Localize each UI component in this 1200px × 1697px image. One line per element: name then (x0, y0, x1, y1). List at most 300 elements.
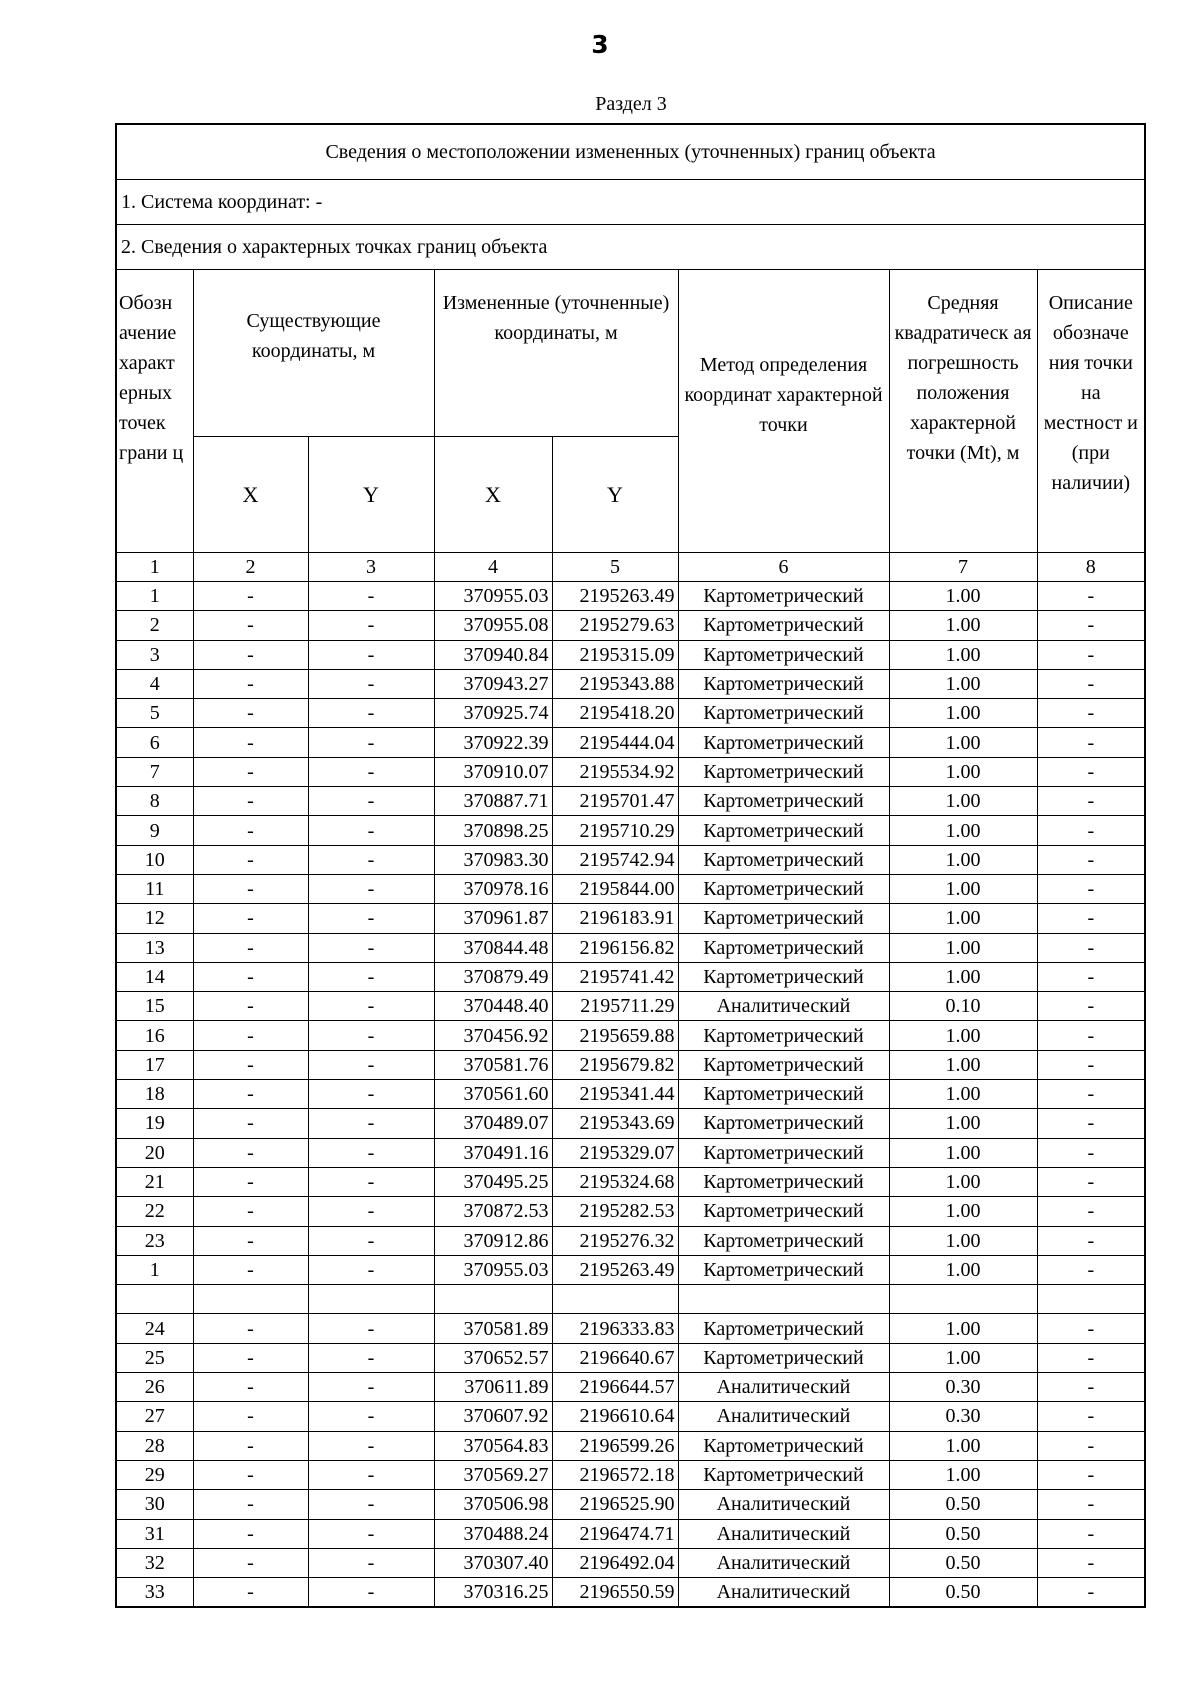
cell-existing-y: - (308, 1021, 434, 1050)
cell-point-number: 7 (116, 757, 193, 786)
cell-changed-y: 2195742.94 (552, 845, 678, 874)
cell-description: - (1037, 699, 1145, 728)
cell-changed-x: 370448.40 (434, 992, 552, 1021)
table-row (116, 1226, 1145, 1255)
cell-existing-x: - (193, 992, 308, 1021)
table-row (116, 1578, 1145, 1608)
cell-existing-x: - (193, 904, 308, 933)
cell-description: - (1037, 1138, 1145, 1167)
header-description: Описание обозначе ния точки на местност и (при наличии) (1037, 270, 1145, 553)
cell-method: Картометрический (678, 640, 889, 669)
cell-existing-y: - (308, 1343, 434, 1372)
cell-changed-x: 370912.86 (434, 1226, 552, 1255)
cell-description: - (1037, 1548, 1145, 1577)
cell-existing-x: - (193, 1314, 308, 1343)
cell-existing-x: - (193, 1021, 308, 1050)
points-heading: 2. Сведения о характерных точках границ объекта (116, 225, 1145, 270)
table-row (116, 757, 1145, 786)
cell-method: Картометрический (678, 1109, 889, 1138)
cell-method: Картометрический (678, 1460, 889, 1489)
cell-changed-y: 2195679.82 (552, 1050, 678, 1079)
cell-method: Картометрический (678, 669, 889, 698)
cell-existing-x: - (193, 1402, 308, 1431)
table-row (116, 640, 1145, 669)
cell-description: - (1037, 1226, 1145, 1255)
table-row (116, 1255, 1145, 1284)
cell-accuracy: 1.00 (889, 1050, 1037, 1079)
cell-description: - (1037, 1343, 1145, 1372)
cell-point-number: 2 (116, 611, 193, 640)
cell-description: - (1037, 845, 1145, 874)
cell-changed-x: 370940.84 (434, 640, 552, 669)
cell-existing-x: - (193, 1578, 308, 1608)
cell-changed-x: 370488.24 (434, 1519, 552, 1548)
table-title: Сведения о местоположении измененных (уточненных) границ объекта (116, 124, 1145, 180)
table-row (116, 728, 1145, 757)
table-row (116, 1167, 1145, 1196)
cell-existing-y: - (308, 757, 434, 786)
table-row (116, 816, 1145, 845)
table-row (116, 874, 1145, 903)
cell-changed-x: 370943.27 (434, 669, 552, 698)
cell-point-number: 25 (116, 1343, 193, 1372)
table-row (116, 904, 1145, 933)
cell-accuracy: 0.50 (889, 1548, 1037, 1577)
cell-accuracy: 1.00 (889, 1255, 1037, 1284)
cell-changed-x: 370961.87 (434, 904, 552, 933)
cell-method: Картометрический (678, 962, 889, 991)
cell-accuracy: 1.00 (889, 1197, 1037, 1226)
cell-existing-x: - (193, 816, 308, 845)
cell-existing-x: - (193, 640, 308, 669)
cell-description: - (1037, 757, 1145, 786)
cell-method: Картометрический (678, 787, 889, 816)
cell-changed-y: 2195444.04 (552, 728, 678, 757)
cell-changed-x: 370581.76 (434, 1050, 552, 1079)
cell-changed-y: 2196156.82 (552, 933, 678, 962)
cell-changed-y: 2195701.47 (552, 787, 678, 816)
cell-changed-y: 2196610.64 (552, 1402, 678, 1431)
cell-method: Аналитический (678, 1519, 889, 1548)
cell-description: - (1037, 933, 1145, 962)
cell-accuracy: 0.50 (889, 1490, 1037, 1519)
cell-method: Картометрический (678, 1138, 889, 1167)
cell-accuracy: 1.00 (889, 845, 1037, 874)
table-row (116, 582, 1145, 611)
cell-existing-y: - (308, 1578, 434, 1608)
table-row (116, 1519, 1145, 1548)
table-row (116, 787, 1145, 816)
table-row (116, 1343, 1145, 1372)
column-number: 5 (552, 553, 678, 582)
cell-existing-y: - (308, 728, 434, 757)
cell-changed-x: 370955.03 (434, 582, 552, 611)
header-designation: Обозн ачение характ ерных точек грани ц (116, 270, 193, 553)
cell-existing-x: - (193, 1167, 308, 1196)
cell-accuracy: 0.30 (889, 1373, 1037, 1402)
cell-method: Картометрический (678, 933, 889, 962)
cell-changed-x: 370489.07 (434, 1109, 552, 1138)
separator-row (116, 1285, 1145, 1314)
cell-existing-x: - (193, 1080, 308, 1109)
cell-changed-x: 370611.89 (434, 1373, 552, 1402)
cell-accuracy: 1.00 (889, 1080, 1037, 1109)
cell-changed-y: 2195276.32 (552, 1226, 678, 1255)
cell-point-number: 19 (116, 1109, 193, 1138)
cell-point-number (116, 1285, 193, 1314)
cell-accuracy: 1.00 (889, 904, 1037, 933)
cell-description: - (1037, 1080, 1145, 1109)
column-number: 3 (308, 553, 434, 582)
cell-method: Картометрический (678, 582, 889, 611)
cell-changed-x: 370872.53 (434, 1197, 552, 1226)
cell-changed-y: 2196492.04 (552, 1548, 678, 1577)
cell-point-number: 8 (116, 787, 193, 816)
cell-accuracy: 1.00 (889, 582, 1037, 611)
cell-changed-y: 2196474.71 (552, 1519, 678, 1548)
cell-changed-x: 370456.92 (434, 1021, 552, 1050)
cell-description: - (1037, 1519, 1145, 1548)
cell-accuracy: 1.00 (889, 1431, 1037, 1460)
cell-method: Картометрический (678, 1080, 889, 1109)
cell-existing-x: - (193, 1255, 308, 1284)
table-row (116, 1050, 1145, 1079)
cell-changed-x: 370307.40 (434, 1548, 552, 1577)
cell-existing-x: - (193, 699, 308, 728)
cell-point-number: 11 (116, 874, 193, 903)
cell-description: - (1037, 816, 1145, 845)
header-changed-y: Y (552, 437, 678, 553)
cell-point-number: 24 (116, 1314, 193, 1343)
cell-existing-y: - (308, 699, 434, 728)
cell-description: - (1037, 787, 1145, 816)
cell-description: - (1037, 992, 1145, 1021)
cell-method: Картометрический (678, 904, 889, 933)
cell-accuracy: 1.00 (889, 787, 1037, 816)
cell-accuracy: 1.00 (889, 1314, 1037, 1343)
cell-method: Картометрический (678, 874, 889, 903)
cell-method (678, 1285, 889, 1314)
cell-existing-y: - (308, 992, 434, 1021)
table-row (116, 611, 1145, 640)
cell-existing-y: - (308, 787, 434, 816)
table-row (116, 1080, 1145, 1109)
cell-existing-y: - (308, 1402, 434, 1431)
cell-existing-y: - (308, 1138, 434, 1167)
cell-existing-x: - (193, 845, 308, 874)
cell-existing-y: - (308, 933, 434, 962)
column-number: 2 (193, 553, 308, 582)
cell-changed-y (552, 1285, 678, 1314)
cell-point-number: 31 (116, 1519, 193, 1548)
cell-description: - (1037, 1490, 1145, 1519)
cell-changed-x: 370506.98 (434, 1490, 552, 1519)
cell-changed-y: 2195741.42 (552, 962, 678, 991)
cell-changed-y: 2196183.91 (552, 904, 678, 933)
cell-point-number: 27 (116, 1402, 193, 1431)
cell-description: - (1037, 582, 1145, 611)
cell-changed-x: 370491.16 (434, 1138, 552, 1167)
table-row (116, 1138, 1145, 1167)
cell-existing-y: - (308, 962, 434, 991)
cell-accuracy: 1.00 (889, 669, 1037, 698)
cell-point-number: 1 (116, 1255, 193, 1284)
cell-existing-y: - (308, 582, 434, 611)
cell-existing-x: - (193, 1373, 308, 1402)
cell-accuracy: 0.50 (889, 1519, 1037, 1548)
cell-existing-x: - (193, 962, 308, 991)
cell-changed-y: 2195324.68 (552, 1167, 678, 1196)
cell-existing-x: - (193, 1197, 308, 1226)
cell-existing-y: - (308, 1226, 434, 1255)
cell-changed-x: 370844.48 (434, 933, 552, 962)
cell-existing-y (308, 1285, 434, 1314)
cell-accuracy: 1.00 (889, 757, 1037, 786)
column-number: 4 (434, 553, 552, 582)
cell-changed-y: 2196599.26 (552, 1431, 678, 1460)
cell-method: Картометрический (678, 699, 889, 728)
header-changed-coordinates: Измененные (уточненные) координаты, м (434, 270, 678, 437)
table-row (116, 1460, 1145, 1489)
table-row (116, 962, 1145, 991)
table-row (116, 1109, 1145, 1138)
table-row (116, 1373, 1145, 1402)
cell-description: - (1037, 1050, 1145, 1079)
cell-changed-y: 2195844.00 (552, 874, 678, 903)
cell-existing-x: - (193, 1050, 308, 1079)
table-row (116, 1431, 1145, 1460)
cell-changed-x: 370887.71 (434, 787, 552, 816)
cell-changed-y: 2196644.57 (552, 1373, 678, 1402)
cell-existing-x: - (193, 669, 308, 698)
cell-changed-x (434, 1285, 552, 1314)
cell-method: Картометрический (678, 1050, 889, 1079)
cell-existing-x: - (193, 611, 308, 640)
table-row (116, 992, 1145, 1021)
cell-point-number: 5 (116, 699, 193, 728)
cell-existing-y: - (308, 1548, 434, 1577)
cell-changed-x: 370879.49 (434, 962, 552, 991)
cell-method: Картометрический (678, 816, 889, 845)
table-row (116, 933, 1145, 962)
cell-accuracy: 1.00 (889, 1343, 1037, 1372)
cell-existing-x: - (193, 1519, 308, 1548)
cell-existing-x: - (193, 582, 308, 611)
cell-description: - (1037, 874, 1145, 903)
cell-point-number: 18 (116, 1080, 193, 1109)
cell-accuracy: 1.00 (889, 1167, 1037, 1196)
cell-changed-y: 2195329.07 (552, 1138, 678, 1167)
cell-description: - (1037, 1255, 1145, 1284)
table-row (116, 699, 1145, 728)
cell-point-number: 32 (116, 1548, 193, 1577)
cell-point-number: 4 (116, 669, 193, 698)
section-label: Раздел 3 (595, 93, 667, 115)
cell-existing-x (193, 1285, 308, 1314)
cell-point-number: 26 (116, 1373, 193, 1402)
cell-description: - (1037, 611, 1145, 640)
cell-existing-y: - (308, 640, 434, 669)
cell-point-number: 22 (116, 1197, 193, 1226)
table-row (116, 845, 1145, 874)
cell-method: Аналитический (678, 992, 889, 1021)
cell-description: - (1037, 904, 1145, 933)
cell-existing-y: - (308, 1431, 434, 1460)
cell-changed-y: 2196572.18 (552, 1460, 678, 1489)
cell-existing-x: - (193, 1548, 308, 1577)
header-method: Метод определения координат характерной точки (678, 270, 889, 553)
cell-point-number: 16 (116, 1021, 193, 1050)
cell-existing-y: - (308, 669, 434, 698)
cell-method: Картометрический (678, 1167, 889, 1196)
cell-description: - (1037, 1109, 1145, 1138)
cell-existing-y: - (308, 1080, 434, 1109)
cell-method: Картометрический (678, 1343, 889, 1372)
cell-description: - (1037, 669, 1145, 698)
cell-changed-y: 2196550.59 (552, 1578, 678, 1608)
header-changed-x: X (434, 437, 552, 553)
cell-description: - (1037, 728, 1145, 757)
cell-changed-y: 2195263.49 (552, 1255, 678, 1284)
cell-point-number: 12 (116, 904, 193, 933)
cell-existing-y: - (308, 1490, 434, 1519)
boundary-points-table (115, 123, 1146, 1608)
cell-changed-x: 370955.03 (434, 1255, 552, 1284)
cell-accuracy (889, 1285, 1037, 1314)
cell-changed-x: 370978.16 (434, 874, 552, 903)
cell-point-number: 3 (116, 640, 193, 669)
cell-method: Аналитический (678, 1402, 889, 1431)
cell-description: - (1037, 1373, 1145, 1402)
cell-description: - (1037, 640, 1145, 669)
cell-accuracy: 1.00 (889, 1226, 1037, 1255)
cell-accuracy: 1.00 (889, 933, 1037, 962)
cell-description: - (1037, 1578, 1145, 1608)
cell-accuracy: 1.00 (889, 816, 1037, 845)
cell-existing-x: - (193, 933, 308, 962)
cell-point-number: 23 (116, 1226, 193, 1255)
cell-method: Картометрический (678, 1431, 889, 1460)
cell-method: Картометрический (678, 845, 889, 874)
cell-changed-x: 370561.60 (434, 1080, 552, 1109)
cell-existing-x: - (193, 1138, 308, 1167)
cell-existing-x: - (193, 1343, 308, 1372)
cell-existing-y: - (308, 1167, 434, 1196)
cell-changed-x: 370983.30 (434, 845, 552, 874)
cell-changed-y: 2195418.20 (552, 699, 678, 728)
cell-existing-x: - (193, 1431, 308, 1460)
cell-changed-x: 370955.08 (434, 611, 552, 640)
coord-system-line: 1. Система координат: - (116, 180, 1145, 225)
cell-changed-y: 2196640.67 (552, 1343, 678, 1372)
cell-description: - (1037, 1402, 1145, 1431)
cell-method: Аналитический (678, 1373, 889, 1402)
table-row (116, 1490, 1145, 1519)
cell-existing-y: - (308, 1460, 434, 1489)
cell-changed-y: 2195279.63 (552, 611, 678, 640)
page-number: 3 (591, 30, 609, 59)
cell-changed-x: 370564.83 (434, 1431, 552, 1460)
cell-point-number: 30 (116, 1490, 193, 1519)
cell-method: Картометрический (678, 1255, 889, 1284)
cell-existing-y: - (308, 1050, 434, 1079)
cell-existing-y: - (308, 1373, 434, 1402)
cell-point-number: 1 (116, 582, 193, 611)
cell-changed-y: 2195534.92 (552, 757, 678, 786)
cell-changed-y: 2195343.69 (552, 1109, 678, 1138)
cell-method: Аналитический (678, 1548, 889, 1577)
cell-method: Картометрический (678, 757, 889, 786)
cell-accuracy: 0.30 (889, 1402, 1037, 1431)
cell-changed-x: 370316.25 (434, 1578, 552, 1608)
cell-description: - (1037, 1431, 1145, 1460)
cell-description: - (1037, 1314, 1145, 1343)
cell-changed-x: 370581.89 (434, 1314, 552, 1343)
cell-changed-y: 2195263.49 (552, 582, 678, 611)
cell-description: - (1037, 1021, 1145, 1050)
cell-point-number: 13 (116, 933, 193, 962)
cell-existing-x: - (193, 787, 308, 816)
cell-changed-x: 370922.39 (434, 728, 552, 757)
cell-existing-y: - (308, 874, 434, 903)
cell-changed-y: 2196525.90 (552, 1490, 678, 1519)
cell-existing-x: - (193, 1109, 308, 1138)
cell-method: Картометрический (678, 1021, 889, 1050)
cell-changed-y: 2196333.83 (552, 1314, 678, 1343)
cell-accuracy: 1.00 (889, 1021, 1037, 1050)
cell-point-number: 28 (116, 1431, 193, 1460)
cell-changed-x: 370898.25 (434, 816, 552, 845)
cell-description: - (1037, 1197, 1145, 1226)
header-accuracy: Средняя квадратическ ая погрешность положения характерной точки (Mt), м (889, 270, 1037, 553)
cell-accuracy: 1.00 (889, 728, 1037, 757)
cell-accuracy: 1.00 (889, 1109, 1037, 1138)
cell-existing-y: - (308, 1519, 434, 1548)
cell-existing-x: - (193, 757, 308, 786)
cell-method: Аналитический (678, 1578, 889, 1608)
cell-existing-y: - (308, 1255, 434, 1284)
cell-method: Картометрический (678, 1197, 889, 1226)
cell-accuracy: 1.00 (889, 699, 1037, 728)
table-row (116, 669, 1145, 698)
column-number: 6 (678, 553, 889, 582)
cell-existing-x: - (193, 1226, 308, 1255)
cell-point-number: 15 (116, 992, 193, 1021)
cell-method: Аналитический (678, 1490, 889, 1519)
cell-method: Картометрический (678, 1314, 889, 1343)
column-number-row (116, 553, 1145, 582)
cell-point-number: 14 (116, 962, 193, 991)
cell-changed-y: 2195343.88 (552, 669, 678, 698)
cell-existing-x: - (193, 1460, 308, 1489)
column-number: 7 (889, 553, 1037, 582)
cell-existing-x: - (193, 728, 308, 757)
header-existing-x: X (193, 437, 308, 553)
cell-changed-y: 2195282.53 (552, 1197, 678, 1226)
cell-existing-y: - (308, 816, 434, 845)
cell-changed-y: 2195711.29 (552, 992, 678, 1021)
cell-accuracy: 1.00 (889, 1138, 1037, 1167)
column-number: 8 (1037, 553, 1145, 582)
cell-accuracy: 1.00 (889, 611, 1037, 640)
cell-accuracy: 1.00 (889, 962, 1037, 991)
cell-accuracy: 1.00 (889, 640, 1037, 669)
header-existing-y: Y (308, 437, 434, 553)
cell-existing-y: - (308, 1314, 434, 1343)
cell-existing-x: - (193, 874, 308, 903)
cell-changed-y: 2195315.09 (552, 640, 678, 669)
cell-accuracy: 0.50 (889, 1578, 1037, 1608)
